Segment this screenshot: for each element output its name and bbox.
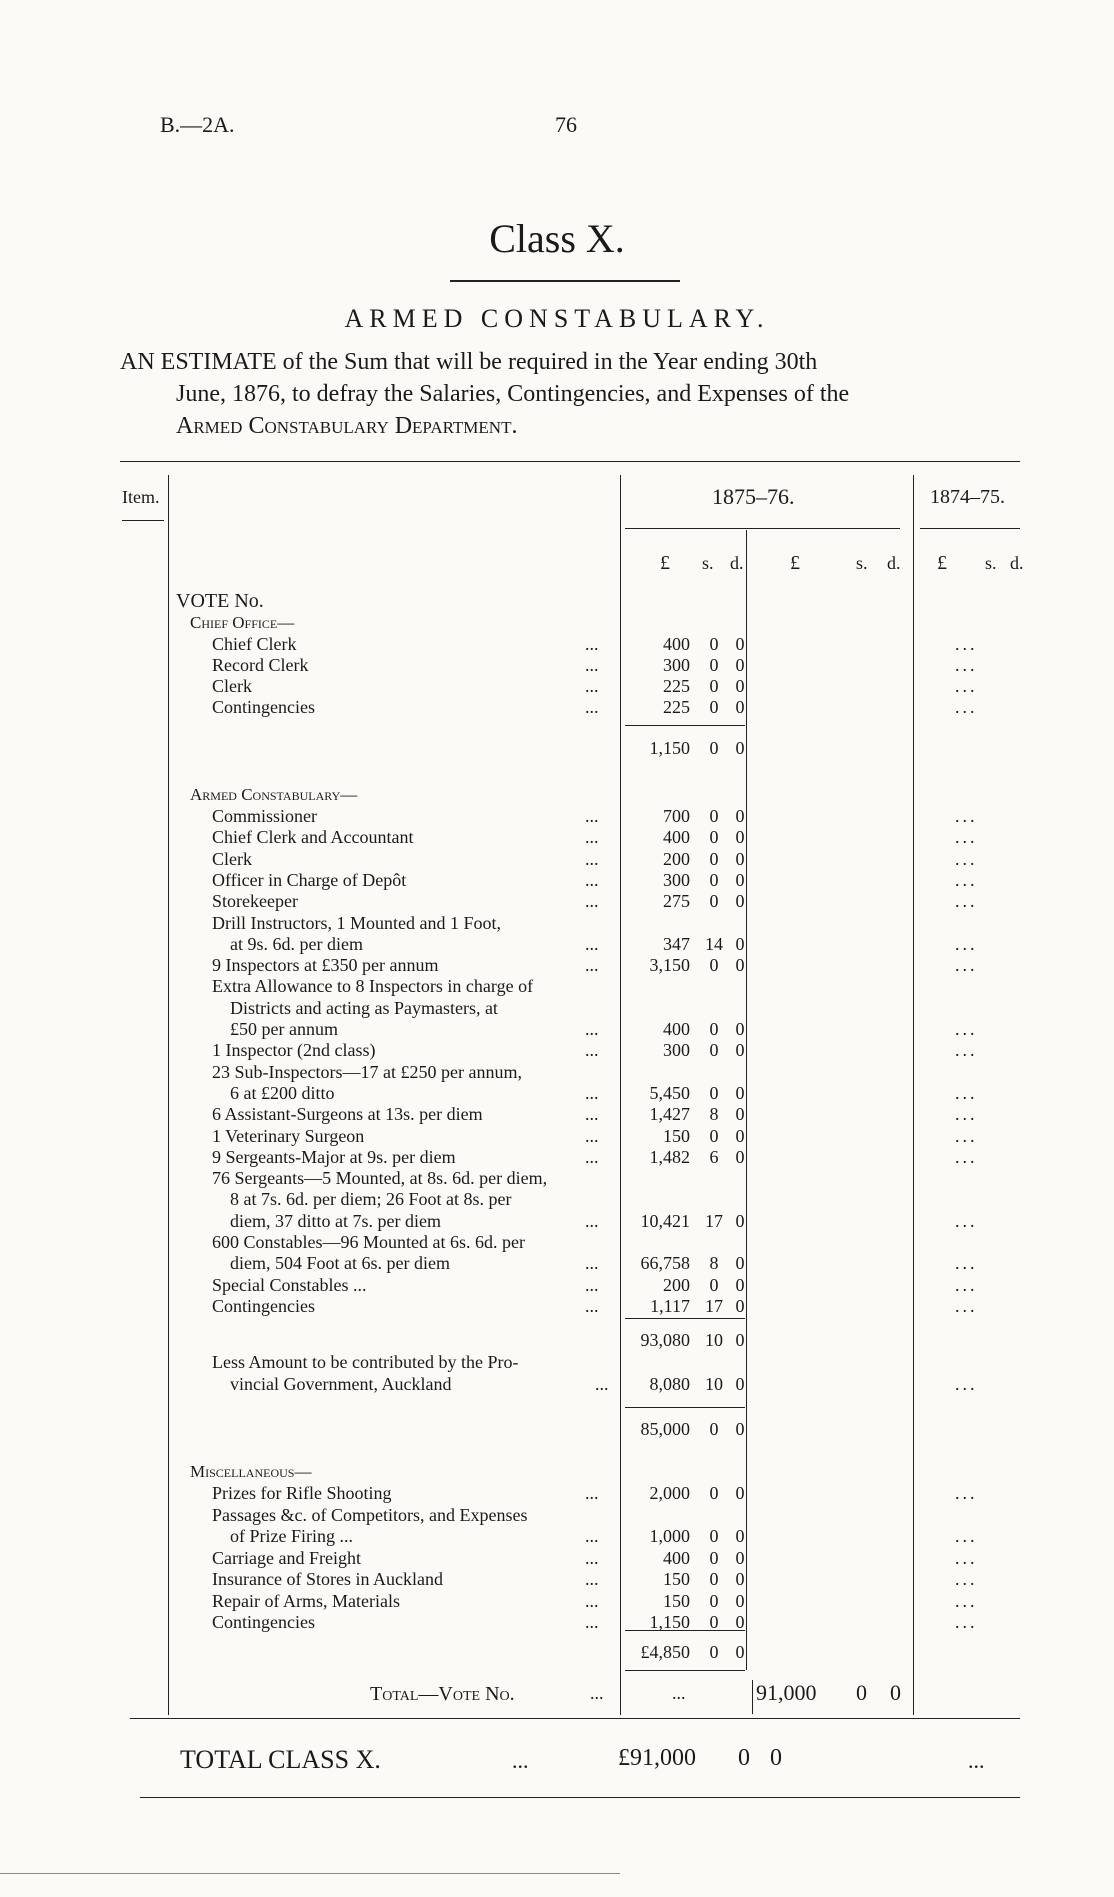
table-row (0, 1526, 1114, 1547)
leader-dots: ... (585, 1526, 599, 1546)
item-under-rule (122, 520, 164, 521)
row-shillings: 0 (709, 1082, 719, 1103)
leader-dots: ... (585, 697, 599, 717)
row-label: Districts and acting as Paymasters, at (230, 997, 498, 1018)
vote-total-shillings: 0 (856, 1680, 867, 1705)
row-pence: 0 (735, 1146, 745, 1167)
estimate-intro (120, 346, 1040, 442)
leader-dots: ... (585, 1612, 599, 1632)
row-previous-year: ... (955, 1569, 978, 1589)
leader-dots: ... (585, 1210, 599, 1231)
table-row (0, 1548, 1114, 1569)
row-pounds: 1,427 (649, 1104, 690, 1125)
table-row (0, 806, 1114, 827)
armed-subtotal: 93,080 10 0 (640, 1330, 745, 1350)
row-pounds: 1,117 (650, 1295, 690, 1316)
pence-header-2: d. (887, 553, 901, 573)
row-pence: 0 (735, 1547, 745, 1568)
table-row (0, 1569, 1114, 1590)
row-label: 23 Sub-Inspectors—17 at £250 per annum, (212, 1061, 522, 1082)
row-pence: 0 (735, 848, 745, 869)
row-label: of Prize Firing ... (230, 1526, 353, 1546)
table-row (0, 849, 1114, 870)
table-row (0, 1232, 1114, 1253)
row-previous-year: ... (955, 1019, 978, 1039)
leader-dots: ... (585, 1146, 599, 1167)
row-label: diem, 37 ditto at 7s. per diem (230, 1210, 441, 1231)
row-pounds: 1,000 (649, 1526, 690, 1546)
row-pence: 0 (735, 1569, 745, 1589)
row-pence: 0 (735, 955, 745, 976)
row-label: Storekeeper (212, 891, 298, 912)
row-previous-year: ... (955, 1125, 978, 1146)
previous-year-under-rule (920, 528, 1020, 529)
table-row (0, 934, 1114, 955)
leader-dots: ... (585, 1569, 599, 1589)
row-pence: 0 (735, 1274, 745, 1295)
row-previous-year: ... (955, 806, 978, 826)
row-label: Clerk (212, 848, 252, 869)
row-shillings: 0 (709, 655, 719, 675)
row-pence: 0 (735, 1082, 745, 1103)
year-1875-76-header: 1875–76. (712, 484, 795, 509)
table-row (0, 913, 1114, 934)
leader-dots: ... (585, 848, 599, 869)
row-pounds: 400 (663, 827, 690, 848)
closing-rule (140, 1797, 1020, 1798)
row-label: 6 at £200 ditto (230, 1082, 335, 1103)
row-previous-year: ... (955, 891, 978, 912)
chief-office-subtotal-rule (625, 725, 745, 726)
row-label: Contingencies (212, 1612, 315, 1632)
row-previous-year: ... (955, 869, 978, 890)
row-shillings: 0 (709, 1569, 719, 1589)
leader-dots: ... (585, 676, 599, 696)
row-label: 1 Inspector (2nd class) (212, 1040, 376, 1061)
vote-total-label: Total—Vote No. (370, 1683, 515, 1705)
row-previous-year: ... (955, 827, 978, 848)
class-total-label: TOTAL CLASS X. (180, 1745, 381, 1774)
vote-total-pence: 0 (890, 1680, 901, 1705)
row-previous-year: ... (955, 1253, 978, 1274)
misc-subtotal: £4,850 0 0 (640, 1642, 745, 1662)
row-pounds: 700 (663, 806, 690, 826)
table-row (0, 1104, 1114, 1125)
leader-dots: ... (585, 1295, 599, 1316)
table-row (0, 1612, 1114, 1633)
row-pounds: 225 (663, 676, 690, 696)
row-pence: 0 (735, 1210, 745, 1231)
row-shillings: 0 (709, 634, 719, 654)
row-label: Contingencies (212, 1295, 315, 1316)
row-label: Insurance of Stores in Auckland (212, 1569, 443, 1589)
current-year-under-rule (625, 528, 900, 529)
row-pounds: 300 (663, 1040, 690, 1061)
row-pence: 0 (735, 1125, 745, 1146)
row-pence: 0 (735, 869, 745, 890)
armed-subtotal-rule (625, 1318, 745, 1319)
vote-total-dots: ... (590, 1683, 604, 1703)
leader-dots: ... (585, 1590, 599, 1611)
table-row (0, 655, 1114, 676)
row-label: Special Constables ... (212, 1274, 367, 1295)
table-row (0, 1126, 1114, 1147)
chief-office-heading: Chief Office— (190, 613, 295, 632)
row-shillings: 0 (709, 676, 719, 696)
row-shillings: 0 (709, 827, 719, 848)
intro-line-3: Armed Constabulary Department. (176, 413, 518, 439)
row-previous-year: ... (955, 1483, 978, 1503)
vote-total-rule (625, 1670, 745, 1671)
row-pence: 0 (735, 1295, 745, 1316)
row-previous-year: ... (955, 1295, 978, 1316)
row-pounds: 300 (663, 655, 690, 675)
miscellaneous-heading: Miscellaneous— (190, 1462, 312, 1481)
row-label: Record Clerk (212, 655, 309, 675)
row-pounds: 150 (663, 1569, 690, 1589)
table-row (0, 1253, 1114, 1274)
row-label: Prizes for Rifle Shooting (212, 1483, 392, 1503)
row-previous-year: ... (955, 1526, 978, 1546)
row-label: 9 Sergeants-Major at 9s. per diem (212, 1146, 456, 1167)
row-pence: 0 (735, 1040, 745, 1061)
row-pence: 0 (735, 1526, 745, 1546)
armed-net-total: 85,000 0 0 (640, 1419, 745, 1439)
row-shillings: 6 (709, 1146, 719, 1167)
row-previous-year: ... (955, 955, 978, 976)
row-pence: 0 (735, 1483, 745, 1503)
row-previous-year: ... (955, 697, 978, 717)
pound-header-3: £ (937, 552, 947, 574)
leader-dots: ... (585, 933, 599, 954)
table-row (0, 1296, 1114, 1317)
row-pounds: 400 (663, 1019, 690, 1039)
row-pence: 0 (735, 697, 745, 717)
leader-dots: ... (585, 1019, 599, 1039)
row-shillings: 0 (709, 1483, 719, 1503)
leader-dots: ... (585, 634, 599, 654)
row-label: Clerk (212, 676, 252, 696)
row-shillings: 0 (709, 1526, 719, 1546)
row-pounds: 1,150 (649, 1612, 690, 1632)
row-pence: 0 (735, 933, 745, 954)
row-label: Commissioner (212, 806, 318, 826)
leader-dots: ... (585, 827, 599, 848)
row-previous-year: ... (955, 1612, 978, 1632)
row-pence: 0 (735, 655, 745, 675)
leader-dots: ... (585, 1040, 599, 1061)
less-line-1: Less Amount to be contributed by the Pro- (212, 1352, 519, 1372)
row-shillings: 0 (709, 806, 719, 826)
row-previous-year: ... (955, 1146, 978, 1167)
row-shillings: 0 (709, 1125, 719, 1146)
table-row (0, 676, 1114, 697)
table-row (0, 1062, 1114, 1083)
chief-office-subtotal: 1,150 0 0 (649, 738, 745, 758)
class-total-pence: 0 (770, 1745, 782, 1771)
shillings-header: s. (702, 553, 714, 573)
table-row (0, 1189, 1114, 1210)
row-label: Chief Clerk (212, 634, 297, 654)
row-pounds: 400 (663, 634, 690, 654)
table-row (0, 1040, 1114, 1061)
class-title: Class X. (489, 216, 625, 261)
row-previous-year: ... (955, 848, 978, 869)
row-label: Drill Instructors, 1 Mounted and 1 Foot, (212, 912, 501, 933)
class-total-dots: ... (512, 1748, 529, 1773)
table-row (0, 955, 1114, 976)
row-pence: 0 (735, 1590, 745, 1611)
row-pence: 0 (735, 1019, 745, 1039)
row-pounds: 275 (663, 891, 690, 912)
row-label: Carriage and Freight (212, 1547, 361, 1568)
pence-header: d. (730, 553, 744, 573)
intro-line-1: AN ESTIMATE of the Sum that will be required in the Year ending 30th (120, 349, 818, 375)
misc-subtotal-rule (625, 1630, 745, 1631)
row-previous-year: ... (955, 1104, 978, 1125)
item-column-header: Item. (122, 487, 160, 507)
row-label: Contingencies (212, 697, 315, 717)
table-row (0, 891, 1114, 912)
vote-total-pounds: 91,000 (756, 1680, 817, 1705)
row-previous-year: ... (955, 1040, 978, 1061)
leader-dots: ... (585, 869, 599, 890)
row-label: 600 Constables—96 Mounted at 6s. 6d. per (212, 1232, 525, 1252)
row-shillings: 8 (709, 1253, 719, 1274)
table-row (0, 1211, 1114, 1232)
intro-line-2: June, 1876, to defray the Salaries, Contingencies, and Expenses of the (176, 381, 850, 407)
row-pounds: 5,450 (649, 1082, 690, 1103)
row-shillings: 0 (709, 1612, 719, 1632)
pence-header-3: d. (1010, 553, 1024, 573)
title-rule (450, 280, 680, 282)
row-pounds: 3,150 (649, 955, 690, 976)
row-previous-year: ... (955, 933, 978, 954)
shillings-header-3: s. (985, 553, 997, 573)
armed-constabulary-heading: Armed Constabulary— (190, 785, 358, 804)
leader-dots: ... (585, 1125, 599, 1146)
row-label: at 9s. 6d. per diem (230, 933, 363, 954)
pound-header-2: £ (790, 552, 800, 574)
less-provincial-contribution: vincial Government, Auckland ... 8,080 10 0 ... (230, 1374, 978, 1394)
row-label: 9 Inspectors at £350 per annum (212, 955, 439, 976)
row-previous-year: ... (955, 1590, 978, 1611)
leader-dots: ... (585, 1274, 599, 1295)
row-pence: 0 (735, 1612, 745, 1632)
row-pence: 0 (735, 827, 745, 848)
row-pounds: 200 (663, 1274, 690, 1295)
table-row (0, 1147, 1114, 1168)
table-row (0, 870, 1114, 891)
leader-dots: ... (585, 1483, 599, 1503)
row-shillings: 0 (709, 891, 719, 912)
page-number: 76 (555, 112, 577, 137)
department-title: ARMED CONSTABULARY. (344, 304, 770, 333)
row-pounds: 225 (663, 697, 690, 717)
table-row (0, 1505, 1114, 1526)
row-shillings: 14 (705, 933, 723, 954)
row-label: Passages &c. of Competitors, and Expenses (212, 1504, 528, 1525)
row-pounds: 150 (663, 1590, 690, 1611)
year-1874-75-header: 1874–75. (930, 486, 1005, 508)
row-label: Extra Allowance to 8 Inspectors in charge of (212, 976, 534, 997)
leader-dots: ... (585, 1547, 599, 1568)
row-shillings: 0 (709, 955, 719, 976)
row-previous-year: ... (955, 655, 978, 675)
row-shillings: 8 (709, 1104, 719, 1125)
row-pounds: 150 (663, 1125, 690, 1146)
leader-dots: ... (585, 891, 599, 912)
row-pence: 0 (735, 891, 745, 912)
row-shillings: 0 (709, 1590, 719, 1611)
net-rule (625, 1407, 745, 1408)
class-total-shillings: 0 (738, 1745, 750, 1771)
table-row (0, 1483, 1114, 1504)
row-label: Chief Clerk and Accountant (212, 827, 414, 848)
class-total-previous: ... (968, 1748, 985, 1773)
row-previous-year: ... (955, 634, 978, 654)
leader-dots: ... (585, 655, 599, 675)
row-label: 8 at 7s. 6d. per diem; 26 Foot at 8s. per (230, 1189, 512, 1210)
row-previous-year: ... (955, 676, 978, 696)
table-row (0, 976, 1114, 997)
row-pounds: 400 (663, 1547, 690, 1568)
row-pounds: 300 (663, 869, 690, 890)
vote-total-current-dots: ... (672, 1683, 686, 1703)
row-pounds: 2,000 (649, 1483, 690, 1503)
row-pence: 0 (735, 1253, 745, 1274)
row-pence: 0 (735, 634, 745, 654)
row-previous-year: ... (955, 1547, 978, 1568)
table-bottom-rule (130, 1718, 1020, 1719)
class-total-amount: £91,000 (618, 1745, 696, 1771)
row-pounds: 347 (663, 933, 690, 954)
row-label: £50 per annum (230, 1019, 338, 1039)
table-row (0, 1168, 1114, 1189)
leader-dots: ... (585, 1104, 599, 1125)
row-shillings: 17 (705, 1210, 723, 1231)
table-row (0, 827, 1114, 848)
row-pence: 0 (735, 676, 745, 696)
table-row (0, 634, 1114, 655)
row-pounds: 66,758 (640, 1253, 690, 1274)
row-shillings: 0 (709, 869, 719, 890)
row-label: 76 Sergeants—5 Mounted, at 8s. 6d. per diem, (212, 1168, 548, 1189)
shillings-header-2: s. (856, 553, 868, 573)
leader-dots: ... (585, 955, 599, 976)
row-shillings: 0 (709, 848, 719, 869)
table-row (0, 998, 1114, 1019)
document-reference: B.—2A. (160, 112, 235, 137)
vote-total-bracket (752, 1680, 753, 1714)
row-shillings: 0 (709, 697, 719, 717)
row-label: 6 Assistant-Surgeons at 13s. per diem (212, 1104, 483, 1125)
table-row (0, 1019, 1114, 1040)
row-pence: 0 (735, 1104, 745, 1125)
leader-dots: ... (585, 1082, 599, 1103)
vote-label: VOTE No. (176, 590, 264, 612)
row-pence: 0 (735, 806, 745, 826)
row-label: Repair of Arms, Materials (212, 1590, 400, 1611)
row-pounds: 1,482 (649, 1146, 690, 1167)
row-shillings: 0 (709, 1040, 719, 1061)
row-shillings: 0 (709, 1547, 719, 1568)
leader-dots: ... (585, 806, 599, 826)
page-edge-rule (0, 1873, 620, 1874)
row-previous-year: ... (955, 1082, 978, 1103)
row-shillings: 0 (709, 1274, 719, 1295)
row-pounds: 10,421 (640, 1210, 690, 1231)
row-shillings: 0 (709, 1019, 719, 1039)
table-row (0, 1083, 1114, 1104)
pound-header: £ (660, 552, 670, 574)
row-shillings: 17 (705, 1295, 723, 1316)
row-label: diem, 504 Foot at 6s. per diem (230, 1253, 450, 1274)
row-previous-year: ... (955, 1274, 978, 1295)
table-row (0, 1275, 1114, 1296)
row-previous-year: ... (955, 1210, 978, 1231)
row-label: Officer in Charge of Depôt (212, 869, 407, 890)
row-label: 1 Veterinary Surgeon (212, 1125, 365, 1146)
row-pounds: 200 (663, 848, 690, 869)
leader-dots: ... (585, 1253, 599, 1274)
table-top-rule (120, 461, 1020, 462)
table-row (0, 1591, 1114, 1612)
table-row (0, 697, 1114, 718)
